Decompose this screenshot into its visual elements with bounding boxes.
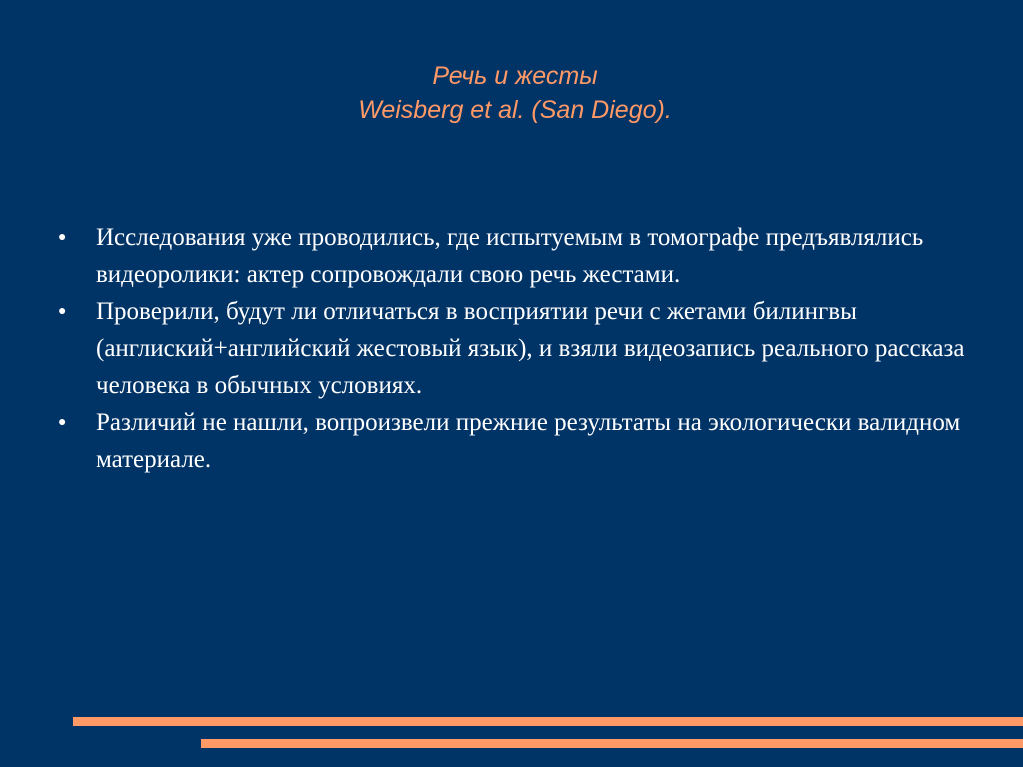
slide-title [0, 59, 1023, 127]
decorative-bar-bottom [201, 739, 1023, 748]
bullet-text-1: Исследования уже проводились, где испытуемым в томографе предъявлялись видеоролики: актер сопровождали свою речь жестами. [96, 224, 924, 288]
bullet-text-3: Различий не нашли, вопроизвели прежние результаты на экологически валидном материале. [96, 409, 961, 473]
bullet-text-2: Проверили, будут ли отличаться в восприятии речи с жетами билингвы (англиский+английский жестовый язык), и взяли видеозапись реального рассказа человека в обычных условиях. [96, 298, 965, 399]
slide-title-line-1: Речь и жесты [432, 62, 598, 90]
bullet-dot-icon: ● [58, 230, 67, 245]
decorative-bar-top [73, 717, 1023, 726]
bullet-list [52, 219, 992, 478]
bullet-item-1 [52, 219, 992, 293]
slide-title-line-2: Weisberg et al. (San Diego). [358, 96, 672, 124]
bullet-dot-icon: ● [58, 415, 67, 430]
bullet-item-3 [52, 404, 992, 478]
bullet-item-2 [52, 293, 992, 404]
bullet-dot-icon: ● [58, 304, 67, 319]
